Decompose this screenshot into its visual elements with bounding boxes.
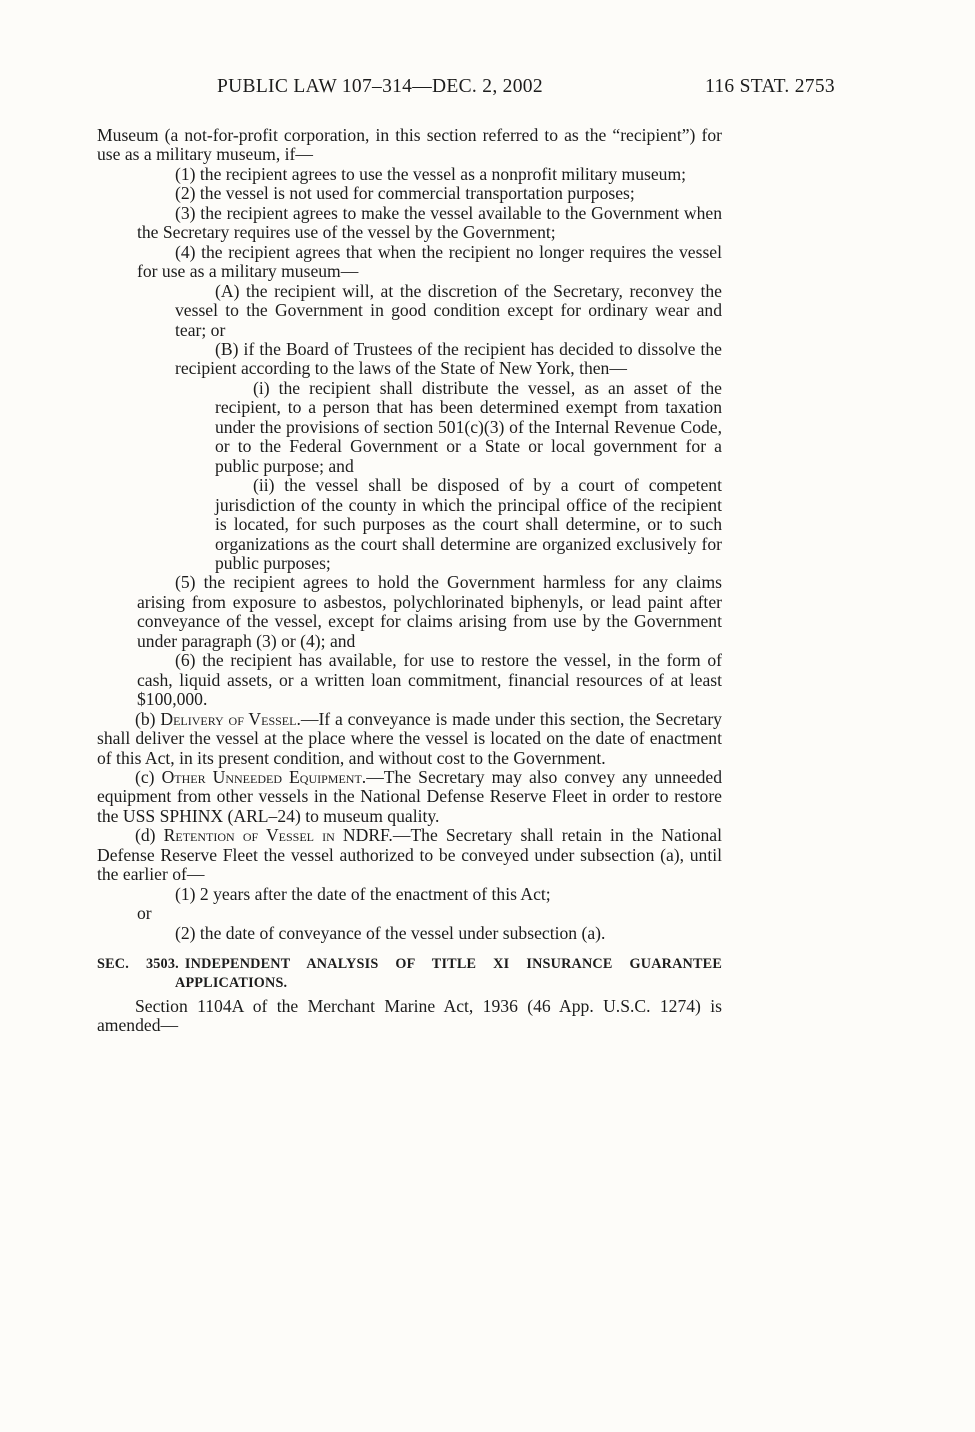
subsection-b-label: (b) (135, 708, 156, 729)
subsection-d (97, 826, 722, 884)
subsection-d-heading: Retention of Vessel in NDRF. (163, 825, 393, 846)
subsection-b (97, 710, 722, 768)
section-heading (97, 955, 722, 993)
subsection-c (97, 768, 722, 826)
subsection-d-paragraph-2: (2) the date of conveyance of the vessel under subsection (a). (175, 922, 606, 943)
clause-4Bi: (i) the recipient shall distribute the vessel, as an asset of the recipient, to a person that has been determined exempt from taxation under the provisions of section 501(c)(3) of the Internal Revenue Code, or to the Federal Government or a State or local government for a public purpose; and (215, 377, 722, 476)
subsection-d-text: —The Secretary shall retain in the National Defense Reserve Fleet the vessel authorized to be conveyed under subsection (a), until the earlier of— (97, 825, 722, 885)
paragraph-6: (6) the recipient has available, for use to restore the vessel, in the form of cash, liquid assets, or a written loan commitment, financial resources of at least $100,000. (137, 650, 722, 710)
document-body (97, 126, 722, 1036)
intro-paragraph: Museum (a not-for-profit corporation, in this section referred to as the “recipient”) for use as a military museum, if— (97, 125, 722, 165)
subsection-d-paragraph-1: (1) 2 years after the date of the enactment of this Act; (175, 883, 551, 904)
subparagraph-4A: (A) the recipient will, at the discretion of the Secretary, reconvey the vessel to the Government in good condition except for ordinary wear and tear; or (175, 280, 722, 340)
subsection-b-heading: Delivery of Vessel. (160, 708, 301, 729)
header-stat-page: 116 STAT. 2753 (705, 76, 835, 97)
section-text: Section 1104A of the Merchant Marine Act, 1936 (46 App. U.S.C. 1274) is amended— (97, 996, 722, 1036)
paragraph-5: (5) the recipient agrees to hold the Government harmless for any claims arising from exposure to asbestos, polychlorinated biphenyls, or lead paint after conveyance of the vessel, except for claims arising from use by the Government under paragraph (3) or (4); and (137, 572, 722, 651)
subsection-c-text: —The Secretary may also convey any unneeded equipment from other vessels in the National Defense Reserve Fleet in order to restore the USS SPHINX (ARL–24) to museum quality. (97, 766, 723, 826)
subsection-c-heading: Other Unneeded Equipment. (161, 766, 367, 787)
clause-4Bii: (ii) the vessel shall be disposed of by a court of competent jurisdiction of the county in which the principal office of the recipient is located, for such purposes as the court shall determine, or to such organizations as the court shall determine are organized exclusively for public purposes; (215, 475, 722, 573)
subsection-d-label: (d) (135, 825, 156, 846)
section-number: SEC. 3503. (97, 956, 179, 973)
subsection-d-or: or (137, 903, 152, 924)
subparagraph-4B: (B) if the Board of Trustees of the recipient has decided to dissolve the recipient according to the laws of the State of New York, then— (175, 338, 722, 379)
running-header (0, 76, 975, 104)
subsection-c-label: (c) (135, 766, 155, 787)
section-title: INDEPENDENT ANALYSIS OF TITLE XI INSURANCE GUARANTEE APPLICATIONS. (175, 956, 722, 992)
paragraph-1: (1) the recipient agrees to use the vessel as a nonprofit military museum; (175, 163, 687, 184)
header-title: PUBLIC LAW 107–314—DEC. 2, 2002 (217, 76, 543, 97)
subsection-b-text: —If a conveyance is made under this section, the Secretary shall deliver the vessel at the place where the vessel is located on the date of enactment of this Act, in its present condition, and without cost to the Government. (97, 708, 722, 768)
paragraph-4: (4) the recipient agrees that when the recipient no longer requires the vessel for use as a military museum— (137, 241, 722, 282)
paragraph-2: (2) the vessel is not used for commercial transportation purposes; (175, 183, 635, 204)
paragraph-3: (3) the recipient agrees to make the vessel available to the Government when the Secretary requires use of the vessel by the Government; (137, 202, 722, 243)
